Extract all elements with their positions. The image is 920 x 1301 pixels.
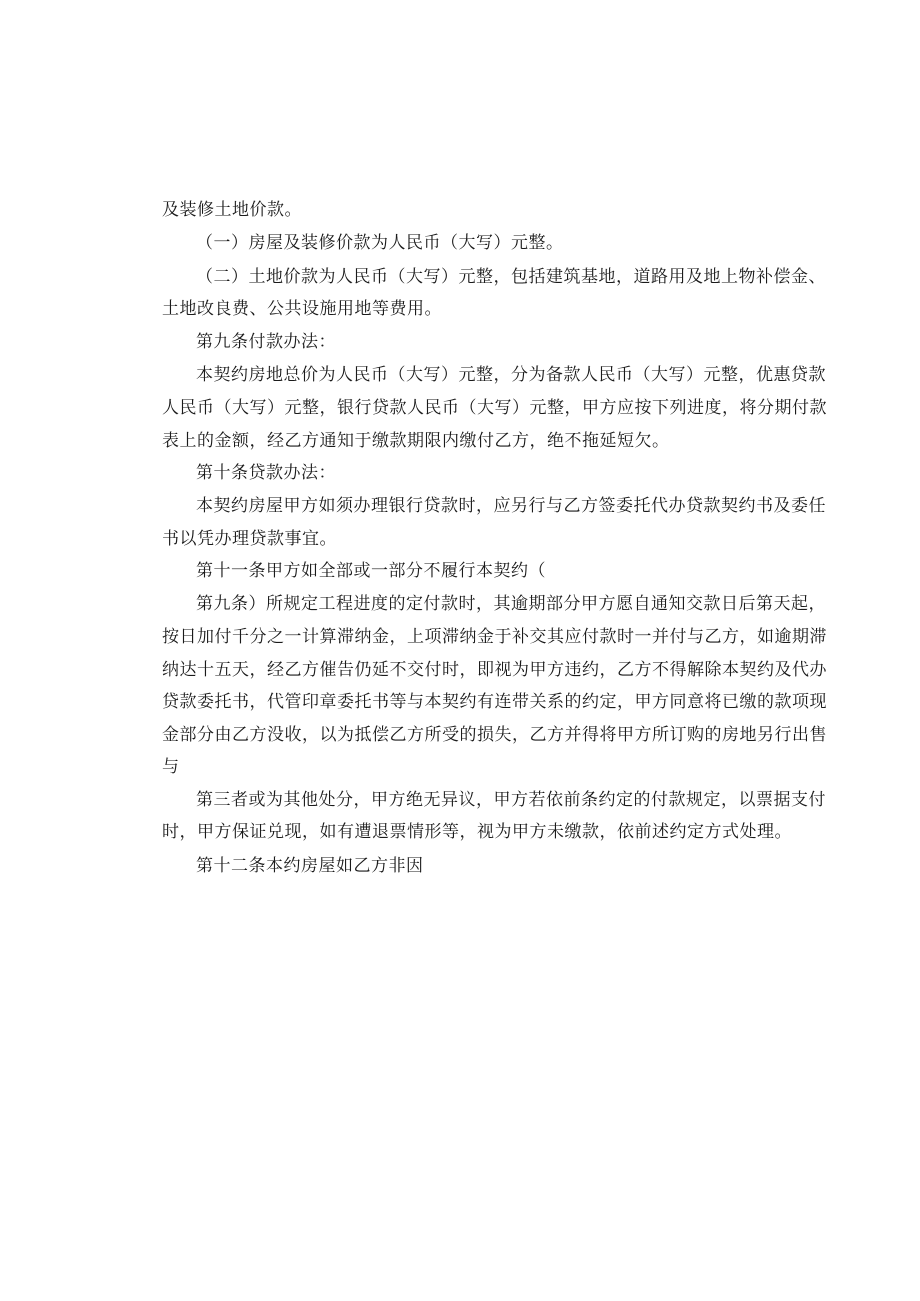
section-heading: 第十条贷款办法： <box>196 463 336 483</box>
section-heading: 第九条付款办法： <box>196 332 336 352</box>
text-line: （一）房屋及装修价款为人民币（大写）元整。 <box>196 233 564 253</box>
text-line: 人民币（大写）元整，银行贷款人民币（大写）元整，甲方应按下列进度，将分期付款 <box>162 398 827 418</box>
text-line: 本契约房地总价为人民币（大写）元整，分为备款人民币（大写）元整，优惠贷款 <box>196 365 826 385</box>
text-line: 表上的金额，经乙方通知于缴款期限内缴付乙方，绝不拖延短欠。 <box>162 431 670 451</box>
text-line: 纳达十五天，经乙方催告仍延不交付时，即视为甲方违约，乙方不得解除本契约及代办 <box>162 660 827 680</box>
text-line: 本契约房屋甲方如须办理银行贷款时，应另行与乙方签委托代办贷款契约书及委任 <box>196 496 826 516</box>
section-heading: 第十二条本约房屋如乙方非因 <box>196 856 424 876</box>
text-line: 金部分由乙方没收，以为抵偿乙方所受的损失，乙方并得将甲方所订购的房地另行出售 <box>162 725 827 745</box>
text-line: 与 <box>162 757 180 777</box>
text-line: 时，甲方保证兑现，如有遭退票情形等，视为甲方未缴款，依前述约定方式处理。 <box>162 822 792 842</box>
text-line: 书以凭办理贷款事宜。 <box>162 529 337 549</box>
text-line: 贷款委托书，代管印章委托书等与本契约有连带关系的约定，甲方同意将已缴的款项现 <box>162 692 827 712</box>
section-heading: 第十一条甲方如全部或一部分不履行本契约（ <box>196 561 546 581</box>
text-line: （二）土地价款为人民币（大写）元整，包括建筑基地，道路用及地上物补偿金、 <box>196 267 826 287</box>
text-line: 第九条）所规定工程进度的定付款时，其逾期部分甲方愿自通知交款日后第天起， <box>196 594 826 614</box>
text-line: 及装修土地价款。 <box>162 200 302 220</box>
text-line: 第三者或为其他处分，甲方绝无异议，甲方若依前条约定的付款规定，以票据支付 <box>196 790 826 810</box>
text-line: 土地改良费、公共设施用地等费用。 <box>162 299 442 319</box>
text-line: 按日加付千分之一计算滞纳金，上项滞纳金于补交其应付款时一并付与乙方，如逾期滞 <box>162 627 827 647</box>
